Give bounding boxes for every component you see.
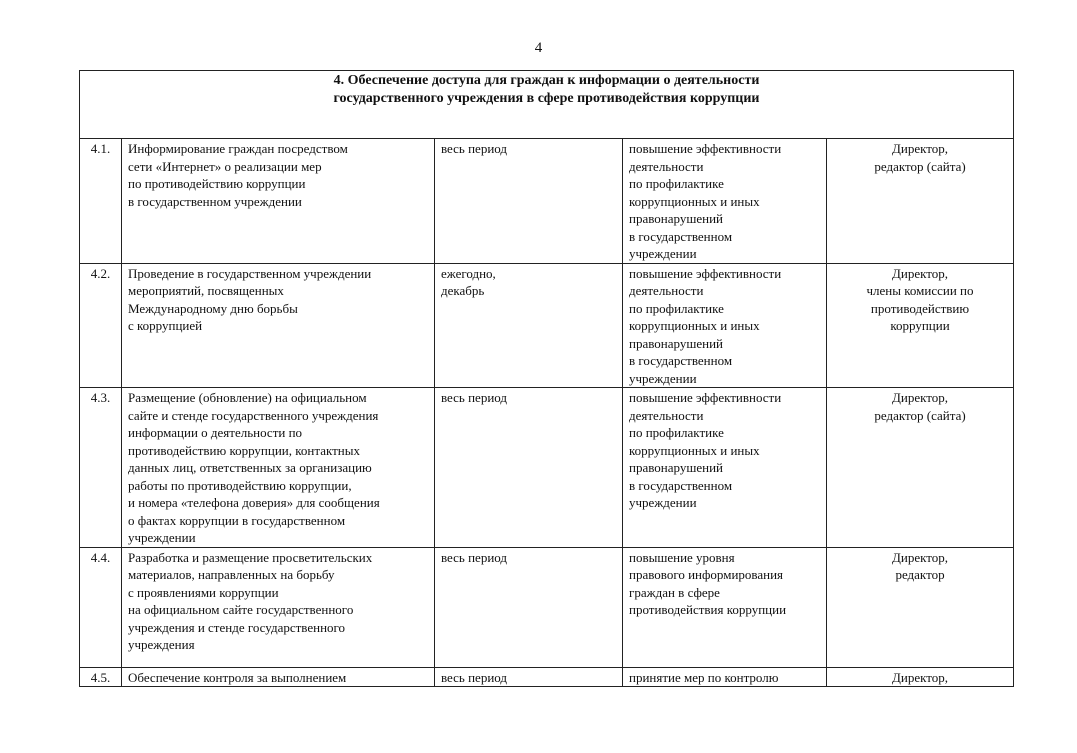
item-number: 4.2. [80, 263, 122, 388]
responsible-cell: Директор, [827, 667, 1014, 687]
responsible-cell: Директор, редактор (сайта) [827, 139, 1014, 264]
period-cell: весь период [435, 547, 623, 667]
responsible-cell: Директор, редактор [827, 547, 1014, 667]
item-number: 4.1. [80, 139, 122, 264]
period-cell: весь период [435, 139, 623, 264]
result-cell: повышение эффективности деятельности по профилактике коррупционных и иных правонарушений в государственном учреждении [623, 263, 827, 388]
table-row [80, 139, 1014, 264]
result-cell: повышение эффективности деятельности по профилактике коррупционных и иных правонарушений в государственном учреждении [623, 139, 827, 264]
item-number: 4.5. [80, 667, 122, 687]
result-cell: повышение уровня правового информирования граждан в сфере противодействия коррупции [623, 547, 827, 667]
period-cell: ежегодно, декабрь [435, 263, 623, 388]
responsible-cell: Директор, члены комиссии по противодействию коррупции [827, 263, 1014, 388]
table-row [80, 547, 1014, 667]
table-row [80, 667, 1014, 687]
responsible-cell: Директор, редактор (сайта) [827, 388, 1014, 548]
plan-table [79, 70, 1014, 687]
activity-cell: Размещение (обновление) на официальном сайте и стенде государственного учреждения информации о деятельности по противодействию коррупции, контактных данных лиц, ответственных за организацию работы по противодействию коррупции, и номера «телефона доверия» для сообщения о фактах коррупции в государственном учреждении [122, 388, 435, 548]
period-cell: весь период [435, 388, 623, 548]
result-cell: повышение эффективности деятельности по профилактике коррупционных и иных правонарушений в государственном учреждении [623, 388, 827, 548]
item-number: 4.3. [80, 388, 122, 548]
result-cell: принятие мер по контролю [623, 667, 827, 687]
item-number: 4.4. [80, 547, 122, 667]
table-row [80, 263, 1014, 388]
table-row [80, 388, 1014, 548]
activity-cell: Проведение в государственном учреждении мероприятий, посвященных Международному дню борьбы с коррупцией [122, 263, 435, 388]
section-title: 4. Обеспечение доступа для граждан к информации о деятельности государственного учреждения в сфере противодействия коррупции [80, 71, 1014, 139]
period-cell: весь период [435, 667, 623, 687]
activity-cell: Обеспечение контроля за выполнением [122, 667, 435, 687]
page-number: 4 [534, 40, 543, 56]
activity-cell: Информирование граждан посредством сети «Интернет» о реализации мер по противодействию коррупции в государственном учреждении [122, 139, 435, 264]
section-header-row [80, 71, 1014, 139]
activity-cell: Разработка и размещение просветительских материалов, направленных на борьбу с проявлениями коррупции на официальном сайте государственного учреждения и стенде государственного учреждения [122, 547, 435, 667]
